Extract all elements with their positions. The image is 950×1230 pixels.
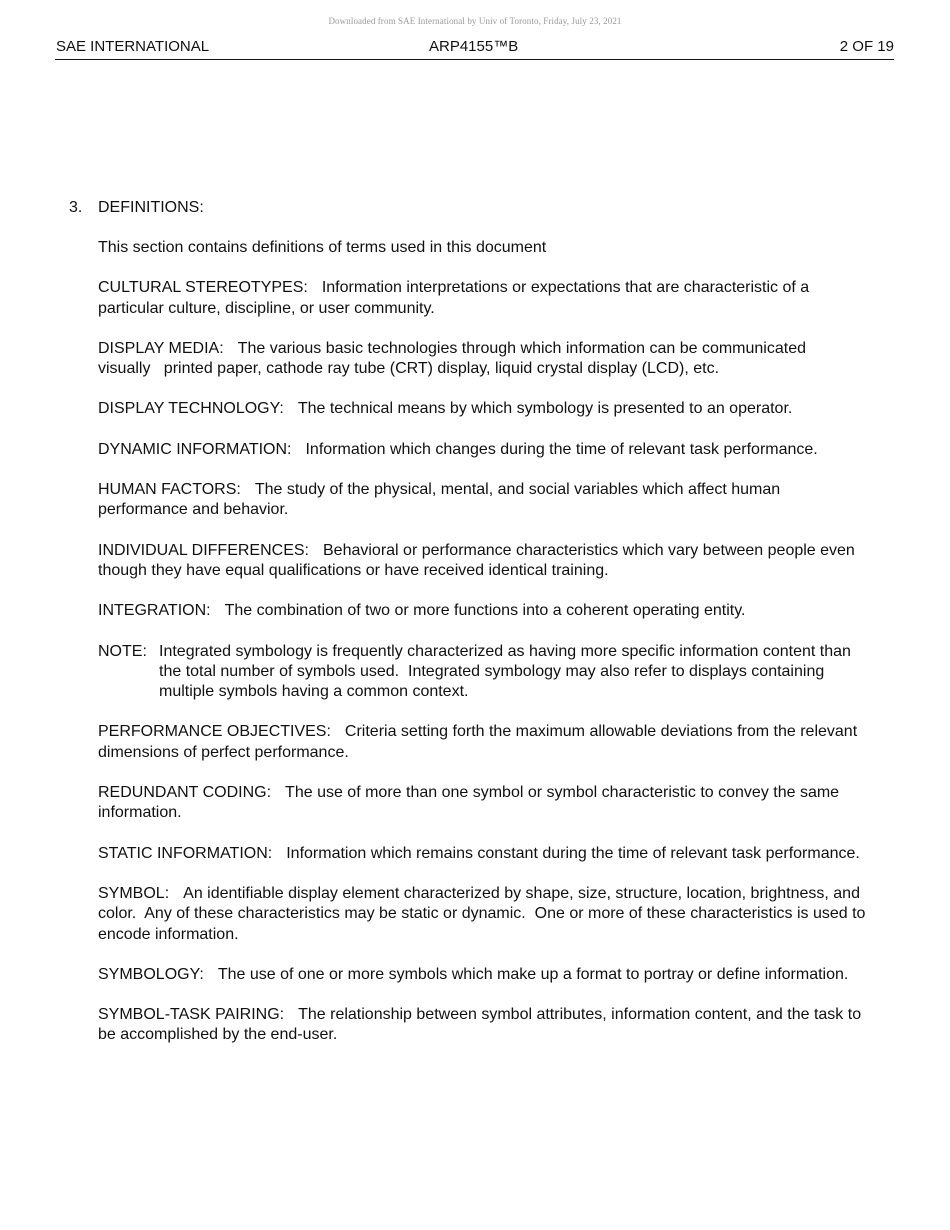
definition-text: The use of more than one symbol or symbol characteristic to convey the same information. — [98, 784, 840, 822]
page-header — [55, 38, 894, 60]
definition-term: CULTURAL STEREOTYPES: — [98, 279, 308, 297]
definition-term: SYMBOL-TASK PAIRING: — [98, 1006, 285, 1024]
definition-term: SYMBOL: — [98, 884, 170, 902]
definition-text: Behavioral or performance characteristics which vary between people even though they have equal qualifications or have received identical training. — [98, 541, 855, 579]
note-label: NOTE: — [98, 642, 147, 660]
definition-paragraph — [98, 884, 873, 945]
header-organization: SAE INTERNATIONAL — [56, 38, 210, 55]
definition-term: REDUNDANT CODING: — [98, 784, 272, 802]
header-document-id: ARP4155™B — [429, 38, 519, 55]
definition-paragraph — [98, 440, 873, 460]
definition-text: Information which changes during the time of relevant task performance. — [305, 440, 818, 458]
section-intro: This section contains definitions of terms used in this document — [98, 239, 547, 256]
definition-term: PERFORMANCE OBJECTIVES: — [98, 723, 331, 741]
download-watermark: Downloaded from SAE International by Univ of Toronto, Friday, July 23, 2021 — [328, 16, 622, 26]
definition-paragraph — [98, 783, 873, 824]
note-text: Integrated symbology is frequently characterized as having more specific information content than the total number of symbols used. Integrated symbology may also refer to displays containing multiple symbols having a common context. — [159, 642, 851, 701]
definition-paragraph — [98, 339, 873, 380]
definition-paragraph — [98, 601, 873, 621]
definition-term: DISPLAY MEDIA: — [98, 339, 224, 357]
definition-term: STATIC INFORMATION: — [98, 844, 273, 862]
definition-text: The technical means by which symbology is presented to an operator. — [297, 400, 793, 418]
section-number: 3. — [69, 199, 83, 216]
definition-text: The relationship between symbol attributes, information content, and the task to be accomplished by the end-user. — [98, 1006, 862, 1044]
definition-text: Information which remains constant during the time of relevant task performance. — [286, 844, 860, 862]
definitions-body — [98, 238, 873, 1066]
definition-term: DISPLAY TECHNOLOGY: — [98, 400, 284, 418]
definition-text: An identifiable display element characterized by shape, size, structure, location, brightness, and color. Any of these characteristics may be static or dynamic. One or more of these characteristics is used to encode information. — [98, 884, 866, 943]
definition-paragraph — [98, 965, 873, 985]
definition-paragraph — [98, 399, 873, 419]
definition-paragraph — [98, 480, 873, 521]
definition-paragraph — [98, 1005, 873, 1046]
definition-text: The study of the physical, mental, and social variables which affect human performance and behavior. — [98, 481, 781, 519]
definition-paragraph — [98, 844, 873, 864]
definition-paragraph — [98, 278, 873, 319]
definition-term: HUMAN FACTORS: — [98, 481, 241, 499]
definition-term: SYMBOLOGY: — [98, 965, 204, 983]
section-heading — [69, 198, 204, 218]
definition-term: DYNAMIC INFORMATION: — [98, 440, 292, 458]
definition-paragraph — [98, 722, 873, 763]
header-page-number: 2 OF 19 — [839, 38, 894, 55]
definition-text: The various basic technologies through which information can be communicated visually printed paper, cathode ray tube (CRT) display, liquid crystal display (LCD), etc. — [98, 339, 806, 378]
definition-text: Information interpretations or expectations that are characteristic of a particular culture, discipline, or user community. — [98, 279, 810, 317]
definition-text: Criteria setting forth the maximum allowable deviations from the relevant dimensions of perfect performance. — [98, 723, 858, 761]
definition-paragraph — [98, 541, 873, 582]
note-paragraph — [98, 642, 873, 703]
definition-term: INTEGRATION: — [98, 602, 211, 620]
definition-term: INDIVIDUAL DIFFERENCES: — [98, 541, 309, 559]
definition-text: The combination of two or more functions into a coherent operating entity. — [224, 602, 746, 620]
section-title: DEFINITIONS: — [98, 199, 204, 216]
definition-text: The use of one or more symbols which make up a format to portray or define information. — [217, 965, 849, 983]
